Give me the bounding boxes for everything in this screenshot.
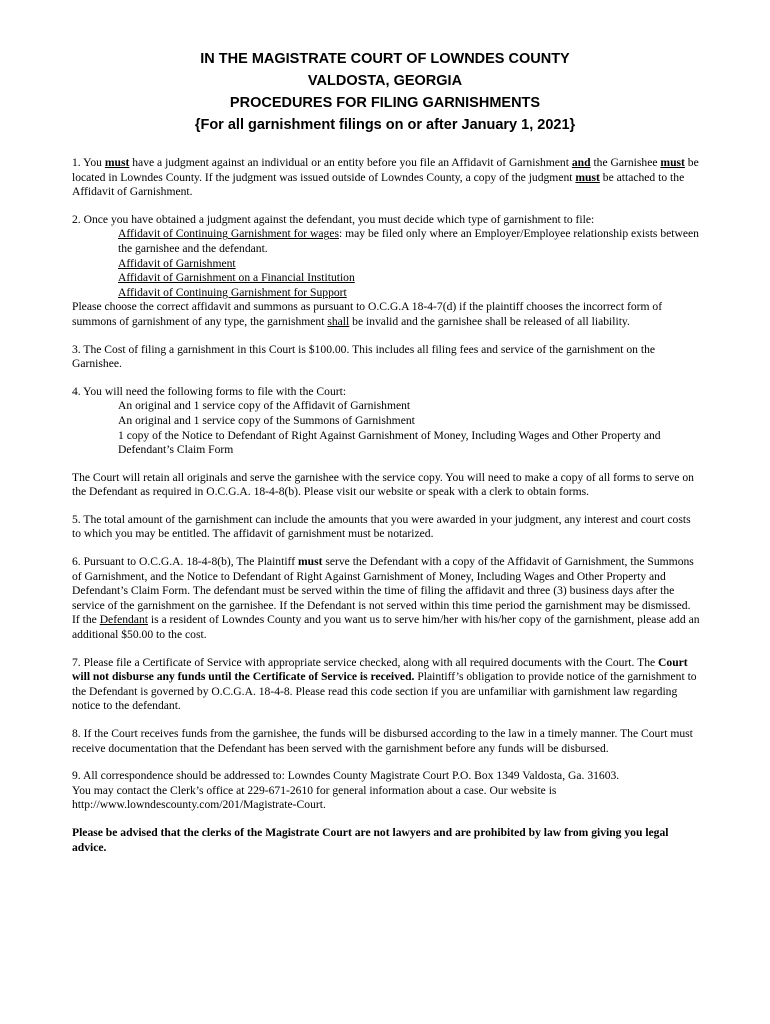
emphasis: must [104, 156, 130, 169]
text: Please choose the correct affidavit and summons as pursuant to O.C.G.A 18-4-7(d) if the plaintiff chooses the incorrect form of summons of garnishment of any type, the garnishment [72, 300, 663, 328]
section-1 [72, 156, 700, 200]
text: 1. You [72, 156, 105, 169]
emphasis: Court will not disburse any funds until the Certificate of Service is received. [72, 655, 688, 684]
text: have a judgment against an individual or an entity before you file an Affidavit of Garnishment [129, 156, 572, 169]
section-2-intro: 2. Once you have obtained a judgment against the defendant, you must decide which type of garnishment to file: [72, 212, 595, 226]
garnishment-type-desc: : may be filed only where an Employer/Employee relationship exists between the garnishee and the defendant. [118, 227, 699, 255]
section-4-retain: The Court will retain all originals and serve the garnishee with the service copy. You will need to make a copy of all forms to serve on the Defendant as required in O.C.G.A. 18-4-8(b). Please visit our website or speak with a clerk to obtain forms. [72, 470, 694, 499]
text: 7. Please file a Certificate of Service with appropriate service checked, along with all required documents with the Court. The [72, 655, 659, 669]
section-3: 3. The Cost of filing a garnishment in this Court is $100.00. This includes all filing fees and service of the garnishment on the Garnishee. [72, 342, 656, 371]
section-9 [72, 769, 700, 813]
section-7 [72, 656, 700, 714]
form-item: An original and 1 service copy of the Affidavit of Garnishment [118, 399, 411, 413]
form-item: 1 copy of the Notice to Defendant of Right Against Garnishment of Money, Including Wages and Other Property and Defendant’s Claim Form [118, 428, 661, 457]
garnishment-type-wages [72, 227, 700, 256]
document-heading [0, 48, 770, 136]
website-link[interactable]: http://www.lowndescounty.com/201/Magistrate-Court. [72, 798, 326, 812]
emphasis: must [297, 555, 323, 569]
garnishment-type-financial: Affidavit of Garnishment on a Financial Institution [118, 271, 355, 285]
legal-notice: Please be advised that the clerks of the Magistrate Court are not lawyers and are prohibited by law from giving you legal advice. [72, 825, 669, 854]
section-8: 8. If the Court receives funds from the garnishee, the funds will be disbursed according to the law in a timely manner. The Court must receive documentation that the Defendant has been served with the garnishment before any funds will be disbursed. [72, 727, 693, 755]
contact-line: You may contact the Clerk’s office at 229-671-2610 for general information about a case. Our website is [72, 783, 557, 797]
emphasis: shall [327, 314, 350, 328]
emphasis: Defendant [99, 613, 148, 627]
text: be located in Lowndes County. If the judgment was issued outside of Lowndes County, a copy of the judgment [72, 156, 699, 184]
text: Plaintiff’s obligation to provide notice of the garnishment to the Defendant is governed by O.C.G.A. 18-4-8. Please read this code section if you are unfamiliar with garnishment law regarding notice to the defendant. [72, 670, 697, 713]
section-2-note [72, 300, 700, 329]
heading-subtitle: {For all garnishment filings on or after January 1, 2021} [194, 117, 576, 133]
emphasis: must [660, 156, 685, 169]
emphasis: and [571, 156, 591, 169]
text: 6. Pursuant to O.C.G.A. 18-4-8(b), The Plaintiff [72, 555, 298, 569]
emphasis: must [575, 170, 600, 184]
text: serve the Defendant with a copy of the Affidavit of Garnishment, the Summons of Garnishment, and the Notice to Defendant of Right Against Garnishment of Money, Including Wages and Other Property and Defendant’s Claim Form. The defendant must be served within the time of filing the affidavit and three (3) business days after the service of the garnishment on the garnishee. If the Defendant is not served within this time period the garnishment may be dismissed. If the [72, 555, 694, 627]
text: be invalid and the garnishee shall be released of all liability. [349, 314, 630, 328]
heading-title: PROCEDURES FOR FILING GARNISHMENTS [229, 95, 541, 111]
text: the Garnishee [590, 156, 661, 169]
text: be attached to the Affidavit of Garnishment. [72, 170, 685, 199]
text: is a resident of Lowndes County and you want us to serve him/her with his/her copy of the garnishment, please add an additional $50.00 to the cost. [72, 613, 700, 642]
section-5: 5. The total amount of the garnishment can include the amounts that you were awarded in your judgment, any interest and court costs to which you may be entitled. The affidavit of garnishment must be notarized. [72, 512, 691, 541]
section-6 [72, 555, 700, 643]
section-2 [72, 213, 700, 330]
heading-location: VALDOSTA, GEORGIA [307, 73, 463, 89]
form-item: An original and 1 service copy of the Summons of Garnishment [118, 413, 415, 427]
address-line: 9. All correspondence should be addressed to: Lowndes County Magistrate Court P.O. Box 1349 Valdosta, Ga. 31603. [72, 769, 620, 783]
section-4-intro: 4. You will need the following forms to file with the Court: [72, 384, 347, 398]
section-4 [72, 385, 700, 500]
heading-court: IN THE MAGISTRATE COURT OF LOWNDES COUNTY [200, 51, 570, 67]
garnishment-type-support: Affidavit of Continuing Garnishment for Support [118, 285, 347, 299]
garnishment-type-standard: Affidavit of Garnishment [118, 256, 236, 270]
document-body [72, 156, 700, 868]
garnishment-type-title: Affidavit of Continuing Garnishment for wages [118, 227, 339, 241]
